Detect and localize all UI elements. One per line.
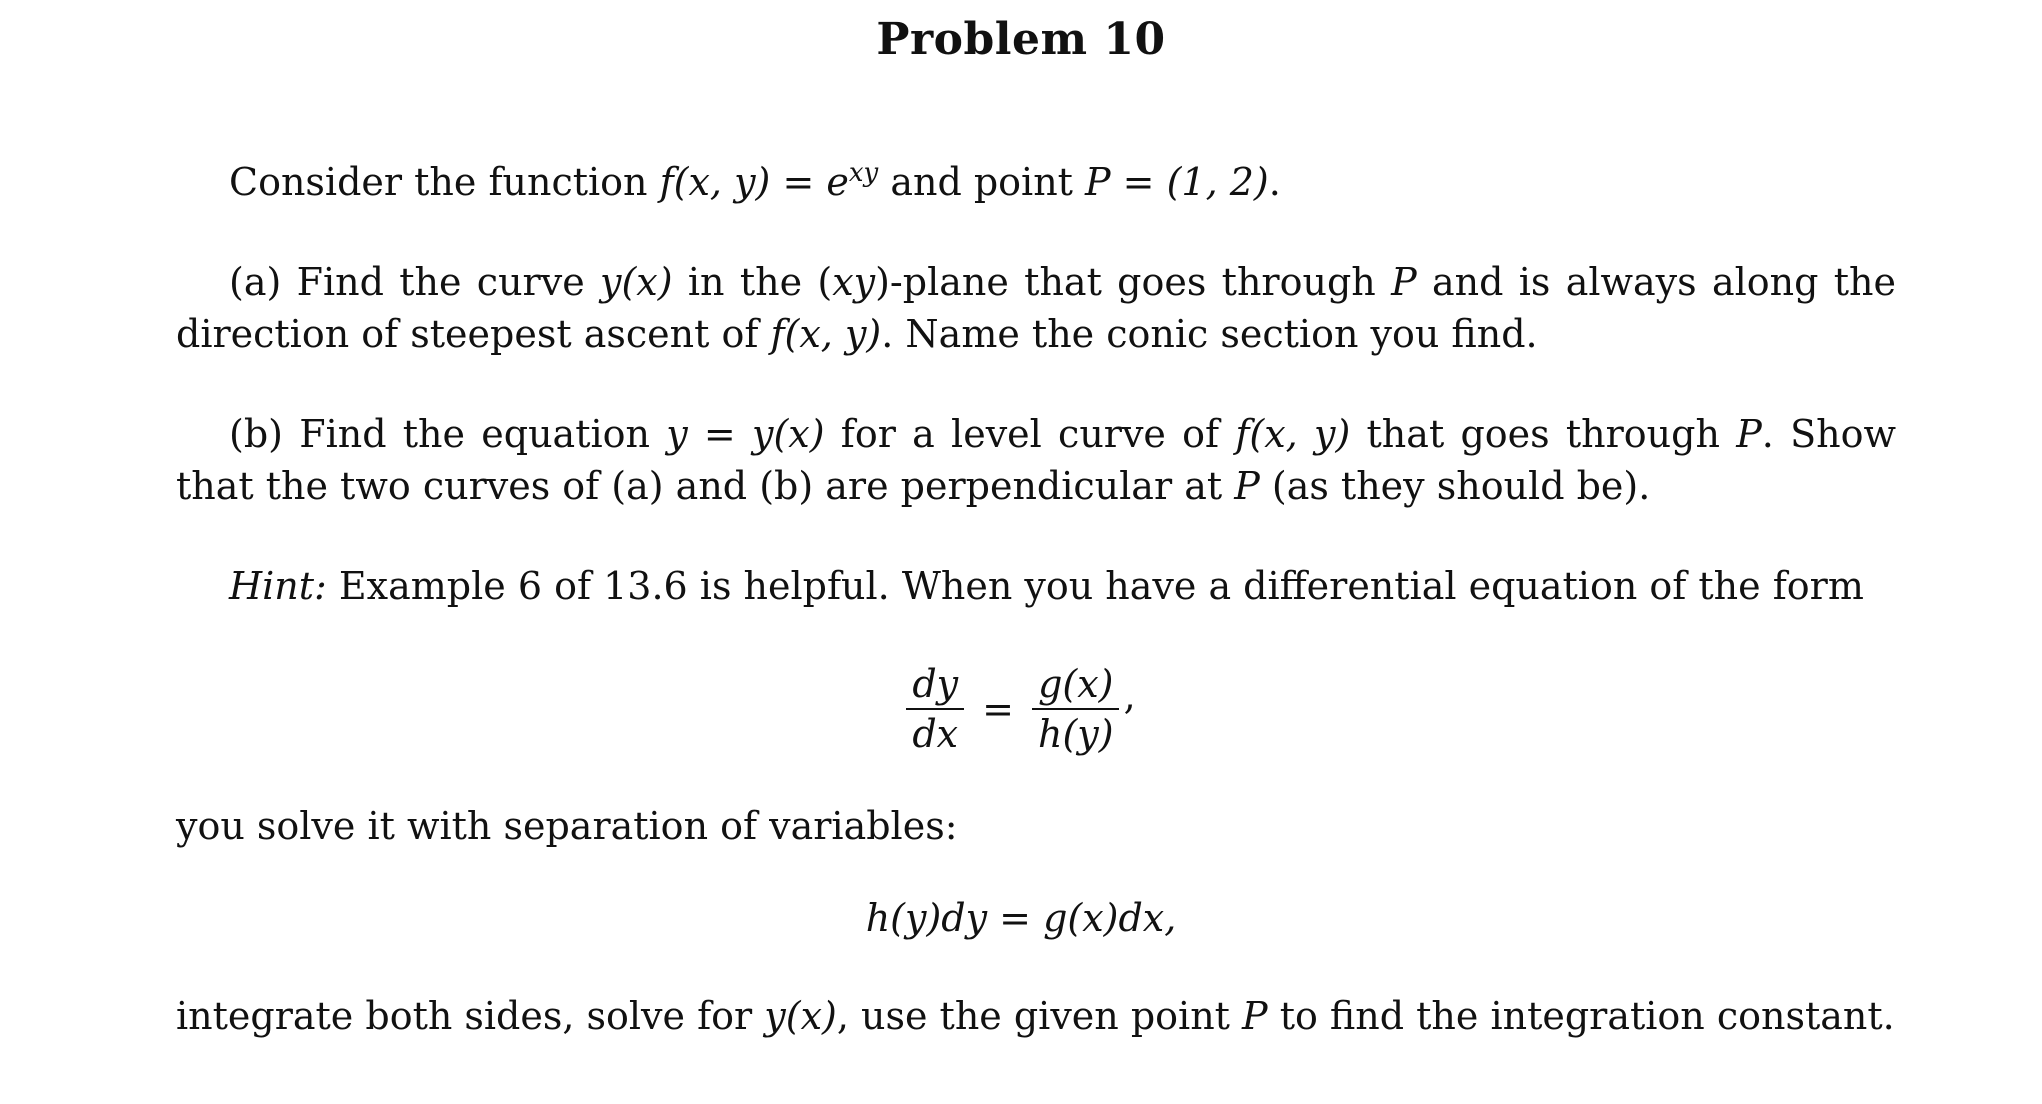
differential-equation: $\frac{dy}{dx}$ = $\frac{g(x)}{h(y)}$ , [0,660,2042,770]
hint-paragraph: Hint: Example 6 of 13.6 is helpful. When you have a differential equation of the form [229,564,1864,608]
final-paragraph: integrate both sides, solve for y(x), use the given point P to find the integration constant. [176,994,1895,1038]
part-a-paragraph: (a) Find the curve y(x) in the (xy)-plane that goes through P and is always along the direction of steepest ascent of f(x, y). Name the conic section you find. [176,260,1897,356]
page-title: Problem 10 [876,14,1166,65]
intro-paragraph: Consider the function f(x, $y) = e^{xy}$ and point P = (1, 2). [229,158,1281,204]
lhs-fraction: $\frac{dy}{dx}$ [906,660,964,758]
point-definition: P = (1, 2) [1085,160,1269,204]
function-definition: f(x, $y) = e^{xy}$ [659,158,879,204]
part-b-paragraph: (b) Find the equation y = y(x) for a level curve of f(x, y) that goes through P. Show that the two curves of (a) and (b) are perpendicular at P (as they should be). [176,412,1896,508]
solve-paragraph: you solve it with separation of variables: [176,804,958,848]
rhs-fraction: $\frac{g(x)}{h(y)}$ [1032,660,1120,758]
hint-label: Hint: [229,564,327,608]
separated-equation: h(y)dy = g(x)dx, [865,896,1177,940]
